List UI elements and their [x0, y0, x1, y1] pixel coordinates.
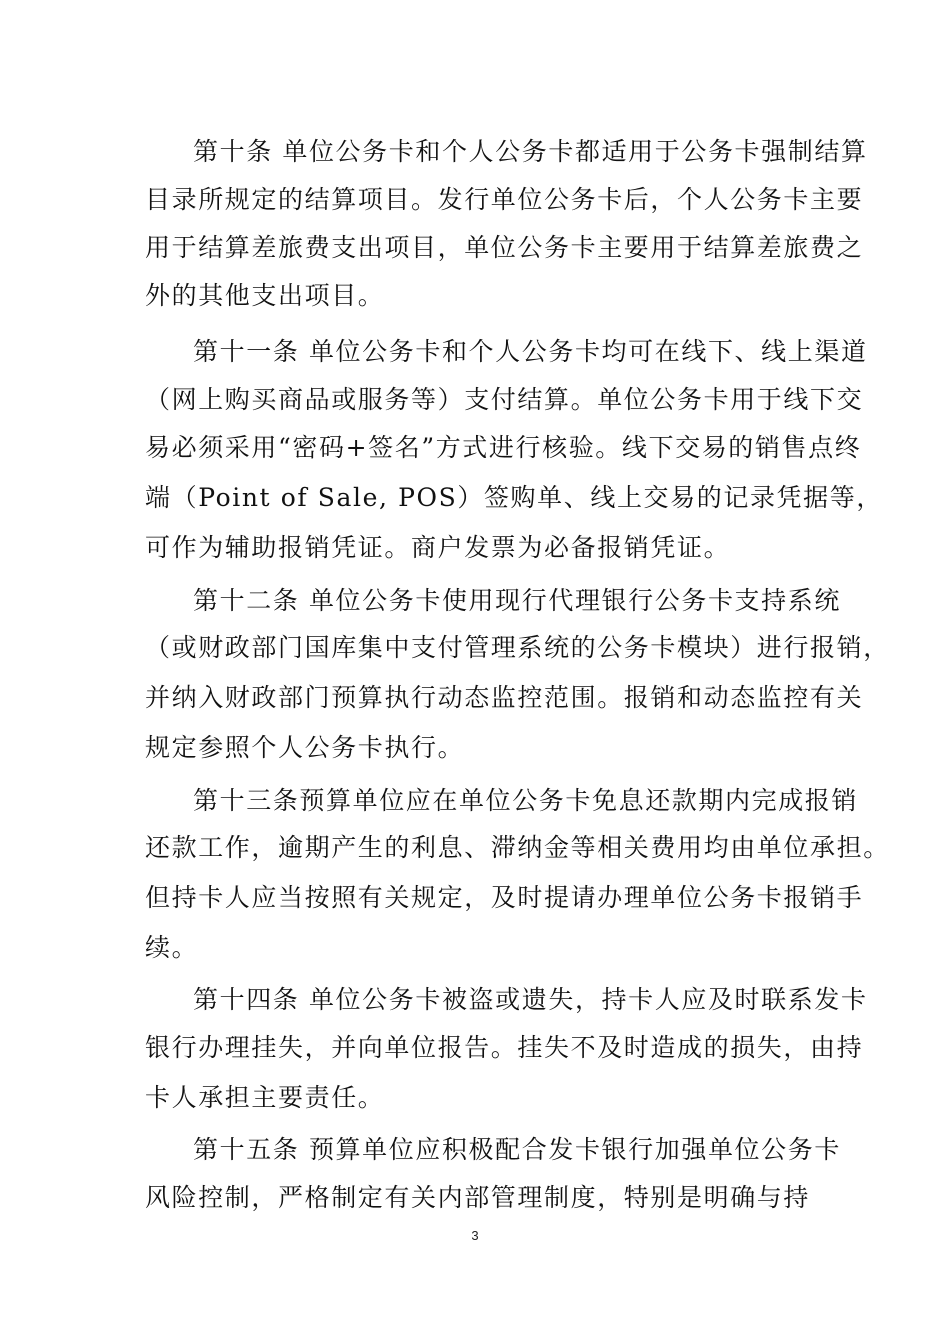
text-line: 第十五条 预算单位应积极配合发卡银行加强单位公务卡 — [193, 1135, 841, 1164]
text-line: （或财政部门国库集中支付管理系统的公务卡模块）进行报销， — [145, 633, 890, 662]
text-line: 风险控制，严格制定有关内部管理制度，特别是明确与持 — [145, 1183, 811, 1212]
text-line: 还款工作，逾期产生的利息、滞纳金等相关费用均由单位承担。 — [145, 833, 890, 862]
text-line: 易必须采用“密码+签名”方式进行核验。线下交易的销售点终 — [145, 433, 862, 462]
text-line: 但持卡人应当按照有关规定，及时提请办理单位公务卡报销手 — [145, 883, 864, 912]
page-number: 3 — [471, 1228, 479, 1243]
text-line: 可作为辅助报销凭证。商户发票为必备报销凭证。 — [145, 533, 731, 562]
text-line: 用于结算差旅费支出项目，单位公务卡主要用于结算差旅费之 — [145, 233, 864, 262]
text-line: （网上购买商品或服务等）支付结算。单位公务卡用于线下交 — [145, 385, 864, 414]
text-line: 续。 — [145, 933, 199, 962]
text-line: 规定参照个人公务卡执行。 — [145, 733, 465, 762]
text-line: 端（Point of Sale, POS）签购单、线上交易的记录凭据等， — [145, 483, 883, 512]
text-line: 第十一条 单位公务卡和个人公务卡均可在线下、线上渠道 — [193, 337, 868, 366]
text-line: 并纳入财政部门预算执行动态监控范围。报销和动态监控有关 — [145, 683, 864, 712]
text-line: 银行办理挂失，并向单位报告。挂失不及时造成的损失，由持 — [145, 1033, 864, 1062]
text-line: 第十三条预算单位应在单位公务卡免息还款期内完成报销 — [193, 786, 859, 815]
text-line: 卡人承担主要责任。 — [145, 1083, 385, 1112]
text-line: 目录所规定的结算项目。发行单位公务卡后，个人公务卡主要 — [145, 185, 864, 214]
text-line: 第十四条 单位公务卡被盗或遗失，持卡人应及时联系发卡 — [193, 985, 868, 1014]
text-line: 第十二条 单位公务卡使用现行代理银行公务卡支持系统 — [193, 586, 841, 615]
text-line: 外的其他支出项目。 — [145, 281, 385, 310]
text-line: 第十条 单位公务卡和个人公务卡都适用于公务卡强制结算 — [193, 137, 868, 166]
